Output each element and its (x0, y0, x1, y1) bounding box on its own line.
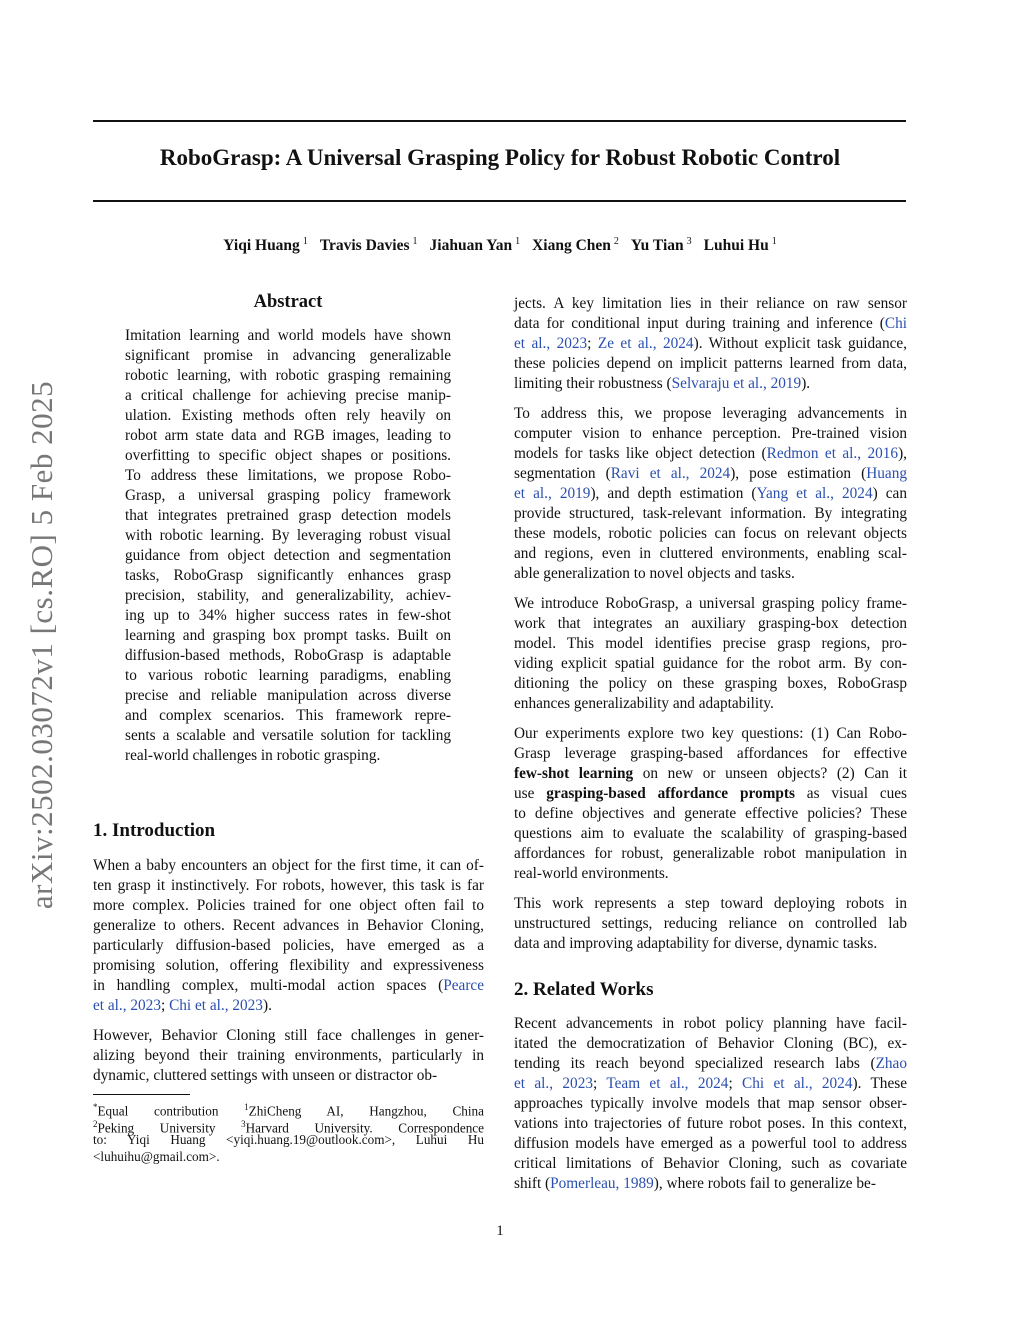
text-segment: these policies depend on implicit patterns learned from data, (514, 355, 907, 372)
author-name: Yiqi Huang (223, 237, 300, 255)
text-line (125, 486, 451, 506)
text-segment: Grasp, a universal grasping policy framework (125, 487, 451, 504)
text-segment: We introduce RoboGrasp, a universal grasping policy frame- (514, 595, 907, 612)
text-line (93, 996, 484, 1016)
text-segment: robotic learning, with robotic grasping remaining (125, 367, 451, 384)
author (631, 237, 692, 254)
right-paragraph-1 (514, 294, 907, 394)
text-line (125, 346, 451, 366)
text-line (125, 666, 451, 686)
text-line (514, 864, 907, 884)
text-line (514, 674, 907, 694)
citation-link[interactable]: Redmon et al., 2016 (766, 445, 899, 462)
author-affiliation: 1 (412, 236, 418, 247)
text-line (514, 424, 907, 444)
related-works-heading: 2. Related Works (514, 979, 654, 1000)
text-line (514, 484, 907, 504)
text-segment: provide structured, task-relevant information. By integrating (514, 505, 907, 522)
introduction-heading: 1. Introduction (93, 820, 216, 841)
text-segment: ). These (852, 1075, 907, 1092)
text-segment: models for tasks like object detection ( (514, 445, 767, 462)
text-segment: critical limitations of Behavior Cloning, such as covariate (514, 1155, 907, 1172)
text-segment: particularly diffusion-based policies, have emerged as a (93, 937, 484, 954)
text-segment: ; (587, 335, 598, 352)
text-line (125, 566, 451, 586)
text-line (125, 526, 451, 546)
paper-title: RoboGrasp: A Universal Grasping Policy for Robust Robotic Control (159, 145, 841, 170)
text-segment: questions aim to evaluate the scalability of grasping-based (514, 825, 907, 842)
text-line (93, 936, 484, 956)
text-line (125, 606, 451, 626)
text-segment: that integrates pretrained grasp detection models (125, 507, 451, 524)
text-line (125, 626, 451, 646)
text-segment: ), and depth estimation ( (590, 485, 757, 502)
text-segment: ). (262, 997, 272, 1014)
text-line (125, 426, 451, 446)
text-line (514, 1034, 907, 1054)
text-segment: and complex scenarios. This framework repre- (125, 707, 451, 724)
text-segment: Harvard University. Correspondence (245, 1120, 484, 1136)
text-segment: viding explicit spatial guidance for the robot arm. By con- (514, 655, 907, 672)
text-line (514, 894, 907, 914)
text-segment: and regions, even in cluttered environments, enabling scal- (514, 545, 907, 562)
author-affiliation: 1 (771, 236, 777, 247)
text-segment: to: Yiqi Huang <yiqi.huang.19@outlook.com>, Luhui Hu (93, 1132, 484, 1148)
text-line (514, 444, 907, 464)
right-paragraph-4 (514, 724, 907, 884)
text-line (125, 686, 451, 706)
text-line (125, 646, 451, 666)
citation-link[interactable]: Yang et al., 2024 (756, 485, 873, 502)
text-segment: use (514, 785, 547, 802)
text-segment: ; (160, 997, 170, 1014)
text-segment: Grasp leverage grasping-based affordances for effective (514, 745, 907, 762)
text-segment: sents a scalable and versatile solution for tackling (125, 727, 451, 744)
text-line (514, 1014, 907, 1034)
text-segment: enhances generalizability and adaptability. (514, 695, 774, 712)
text-line (514, 564, 907, 584)
text-segment: computer vision to enhance perception. Pre-trained vision (514, 425, 907, 442)
text-line (514, 724, 907, 744)
text-line (514, 764, 907, 784)
text-line (514, 824, 907, 844)
page-number: 1 (496, 1223, 504, 1239)
text-segment: ulation. Existing methods often rely heavily on (125, 407, 451, 424)
text-line (514, 1054, 907, 1074)
text-line (514, 934, 907, 954)
text-segment: able generalization to novel objects and tasks. (514, 565, 795, 582)
text-segment: This work represents a step toward deploying robots in (514, 895, 907, 912)
author-name: Jiahuan Yan (429, 237, 513, 255)
text-segment: in handling complex, multi-modal action spaces ( (93, 977, 444, 994)
text-segment: ; (593, 1075, 607, 1092)
footnote-marker: 1 (244, 1102, 249, 1112)
citation-link[interactable]: Chi et al., 2024 (742, 1075, 853, 1092)
text-line (93, 976, 484, 996)
text-line (125, 446, 451, 466)
text-line (514, 544, 907, 564)
text-line (514, 1074, 907, 1094)
text-segment: work that integrates an auxiliary grasping-box detection (514, 615, 907, 632)
text-line (125, 326, 451, 346)
text-line (93, 956, 484, 976)
text-segment: more complex. Policies trained for one object often fail to (93, 897, 484, 914)
intro-paragraph-1 (93, 856, 484, 1016)
bold-text: few-shot learning (514, 765, 634, 782)
text-segment: real-world environments. (514, 865, 669, 882)
right-paragraph-5 (514, 894, 907, 954)
citation-link[interactable]: Pearce (443, 977, 484, 994)
text-line (514, 504, 907, 524)
author-affiliation: 2 (613, 236, 619, 247)
text-segment: approaches typically involve models that map sensor obser- (514, 1095, 907, 1112)
title-top-rule (93, 120, 906, 122)
text-line (125, 386, 451, 406)
citation-link[interactable]: et al., 2023 (514, 335, 588, 352)
text-segment: ), pose estimation ( (730, 465, 867, 482)
text-segment: with robotic learning. By leveraging robust visual (125, 527, 451, 544)
text-line (93, 916, 484, 936)
citation-link[interactable]: Ravi et al., 2024 (610, 465, 731, 482)
arxiv-identifier: arXiv:2502.03072v1 [cs.RO] 5 Feb 2025 (24, 380, 59, 910)
text-line (93, 1026, 484, 1046)
abstract-heading: Abstract (253, 292, 323, 312)
text-line (514, 1154, 907, 1174)
author (430, 237, 521, 254)
author-affiliation: 3 (686, 236, 692, 247)
text-segment: ; (728, 1075, 743, 1092)
text-segment: robot arm state data and RGB images, leading to (125, 427, 451, 444)
author-name: Yu Tian (630, 237, 684, 255)
text-line (125, 506, 451, 526)
abstract-text (125, 326, 451, 766)
footnote-marker: * (93, 1102, 98, 1112)
text-segment: When a baby encounters an object for the first time, it can of- (93, 857, 484, 874)
text-segment: jects. A key limitation lies in their reliance on raw sensor (514, 295, 907, 312)
right-paragraph-2 (514, 404, 907, 584)
text-segment: tending its reach beyond specialized research labs ( (514, 1055, 876, 1072)
text-line (125, 726, 451, 746)
citation-link[interactable]: Ze et al., 2024 (597, 335, 694, 352)
text-line (514, 634, 907, 654)
text-line (514, 914, 907, 934)
author-name: Xiang Chen (532, 237, 611, 255)
text-segment: precise and reliable manipulation across diverse (125, 687, 451, 704)
text-line (514, 1114, 907, 1134)
text-line (125, 746, 451, 766)
text-segment: ditioning the policy on these grasping boxes, RoboGrasp (514, 675, 907, 692)
text-segment: itated the democratization of Behavior Cloning (BC), ex- (514, 1035, 907, 1052)
text-segment: a critical challenge for achieving precise manip- (125, 387, 451, 404)
author-affiliation: 1 (515, 236, 521, 247)
text-segment: alizing beyond their training environments, particularly in (93, 1047, 484, 1064)
text-line (514, 314, 907, 334)
text-segment: Equal contribution (97, 1103, 245, 1119)
citation-link[interactable]: et al., 2023 (514, 1075, 594, 1092)
text-segment: generalize to others. Recent advances in Behavior Cloning, (93, 917, 484, 934)
text-segment: as visual cues (794, 785, 907, 802)
author (532, 237, 619, 254)
citation-link[interactable]: Pomerleau, 1989 (550, 1175, 654, 1192)
text-line (514, 294, 907, 314)
author-name: Travis Davies (319, 237, 410, 255)
text-segment: segmentation ( (514, 465, 611, 482)
text-line (93, 856, 484, 876)
related-works-paragraph (514, 1014, 907, 1194)
citation-link[interactable]: Chi et al., 2023 (169, 997, 263, 1014)
text-line (514, 354, 907, 374)
text-line (514, 804, 907, 824)
text-line (125, 366, 451, 386)
text-segment: Imitation learning and world models have shown (125, 327, 451, 344)
text-line (514, 844, 907, 864)
text-segment: To address this, we propose leveraging advancements in (514, 405, 907, 422)
text-segment: affordances for robust, generalizable robot manipulation in (514, 845, 907, 862)
text-segment: limiting their robustness ( (514, 375, 672, 392)
footnote-marker: 3 (241, 1118, 246, 1129)
text-segment: significant promise in advancing generalizable (125, 347, 451, 364)
text-line (93, 1116, 484, 1136)
text-line (93, 1099, 484, 1119)
text-line (514, 334, 907, 354)
text-segment: ing up to 34% higher success rates in few-shot (125, 607, 451, 624)
text-segment: ) can (872, 485, 907, 502)
text-segment: ), where robots fail to generalize be- (653, 1175, 876, 1192)
text-line (125, 586, 451, 606)
text-segment: model. This model identifies precise grasp regions, pro- (514, 635, 907, 652)
citation-link[interactable]: Selvaraju et al., 2019 (671, 375, 802, 392)
text-line (125, 546, 451, 566)
text-segment: <luhuihu@gmail.com>. (93, 1149, 220, 1165)
text-line (514, 524, 907, 544)
text-line (93, 1046, 484, 1066)
text-segment: vations into trajectories of future robot poses. In this context, (514, 1115, 907, 1132)
text-segment: data for conditional input during training and inference ( (514, 315, 885, 332)
author (704, 237, 777, 254)
text-line (514, 654, 907, 674)
bold-text: grasping-based affordance prompts (546, 785, 795, 802)
text-line (514, 464, 907, 484)
text-line (514, 694, 907, 714)
text-segment: ). Without explicit task guidance, (693, 335, 907, 352)
text-segment: tasks, RoboGrasp significantly enhances grasp (125, 567, 451, 584)
citation-link[interactable]: Zhao (875, 1055, 907, 1072)
text-line (514, 614, 907, 634)
footnote-rule (93, 1094, 190, 1095)
footnote (93, 1099, 484, 1166)
citation-link[interactable]: et al., 2023 (93, 997, 161, 1014)
footnote-marker: 2 (93, 1118, 98, 1129)
intro-paragraph-2 (93, 1026, 484, 1086)
text-segment: real-world challenges in robotic grasping. (125, 747, 381, 764)
text-segment: Peking University (97, 1120, 242, 1136)
text-segment: ). (801, 375, 811, 392)
text-line (93, 1149, 484, 1166)
text-segment: diffusion models have emerged as a powerful tool to address (514, 1135, 907, 1152)
text-segment: to define objectives and generate effective policies? These (514, 805, 907, 822)
text-segment: these models, robotic policies can focus on relevant objects (514, 525, 907, 542)
text-segment: overfitting to specific object shapes or positions. (125, 447, 451, 464)
text-segment: precision, stability, and generalizability, achiev- (125, 587, 451, 604)
text-line (93, 1066, 484, 1086)
author (320, 237, 418, 254)
text-segment: ten grasp it instinctively. For robots, however, this task is far (93, 877, 484, 894)
text-line (514, 1174, 907, 1194)
author-affiliation: 1 (302, 236, 308, 247)
text-segment: To address these limitations, we propose Robo- (125, 467, 451, 484)
text-line (125, 406, 451, 426)
text-line (93, 896, 484, 916)
text-line (125, 706, 451, 726)
text-segment: learning and grasping box prompt tasks. Built on (125, 627, 451, 644)
text-segment: data and improving adaptability for diverse, dynamic tasks. (514, 935, 878, 952)
text-segment: on new or unseen objects? (2) Can it (633, 765, 907, 782)
text-segment: diffusion-based methods, RoboGrasp is adaptable (125, 647, 451, 664)
author (223, 237, 308, 254)
text-segment: unstructured settings, reducing reliance on controlled lab (514, 915, 907, 932)
author-list (0, 236, 1000, 255)
text-segment: promising solution, offering flexibility and expressiveness (93, 957, 484, 974)
text-line (514, 1094, 907, 1114)
citation-link[interactable]: Team et al., 2024 (606, 1075, 729, 1092)
text-segment: shift ( (514, 1175, 551, 1192)
right-paragraph-3 (514, 594, 907, 714)
text-line (514, 594, 907, 614)
text-line (93, 876, 484, 896)
text-segment: Recent advancements in robot policy planning have facil- (514, 1015, 907, 1032)
text-line (514, 744, 907, 764)
text-line (514, 784, 907, 804)
title-bottom-rule (93, 200, 906, 202)
text-segment: dynamic, cluttered settings with unseen or distractor ob- (93, 1067, 438, 1084)
citation-link[interactable]: Huang (866, 465, 907, 482)
text-segment: ZhiCheng AI, Hangzhou, China (248, 1103, 484, 1119)
text-line (514, 404, 907, 424)
text-segment: ), (898, 445, 907, 462)
citation-link[interactable]: et al., 2019 (514, 485, 591, 502)
citation-link[interactable]: Chi (884, 315, 907, 332)
text-line (514, 374, 907, 394)
text-line (514, 1134, 907, 1154)
text-line (93, 1132, 484, 1149)
text-segment: guidance from object detection and segmentation (125, 547, 451, 564)
text-segment: to various robotic learning paradigms, enabling (125, 667, 451, 684)
author-name: Luhui Hu (703, 237, 769, 255)
text-line (125, 466, 451, 486)
text-segment: However, Behavior Cloning still face challenges in gener- (93, 1027, 484, 1044)
text-segment: Our experiments explore two key questions: (1) Can Robo- (514, 725, 907, 742)
